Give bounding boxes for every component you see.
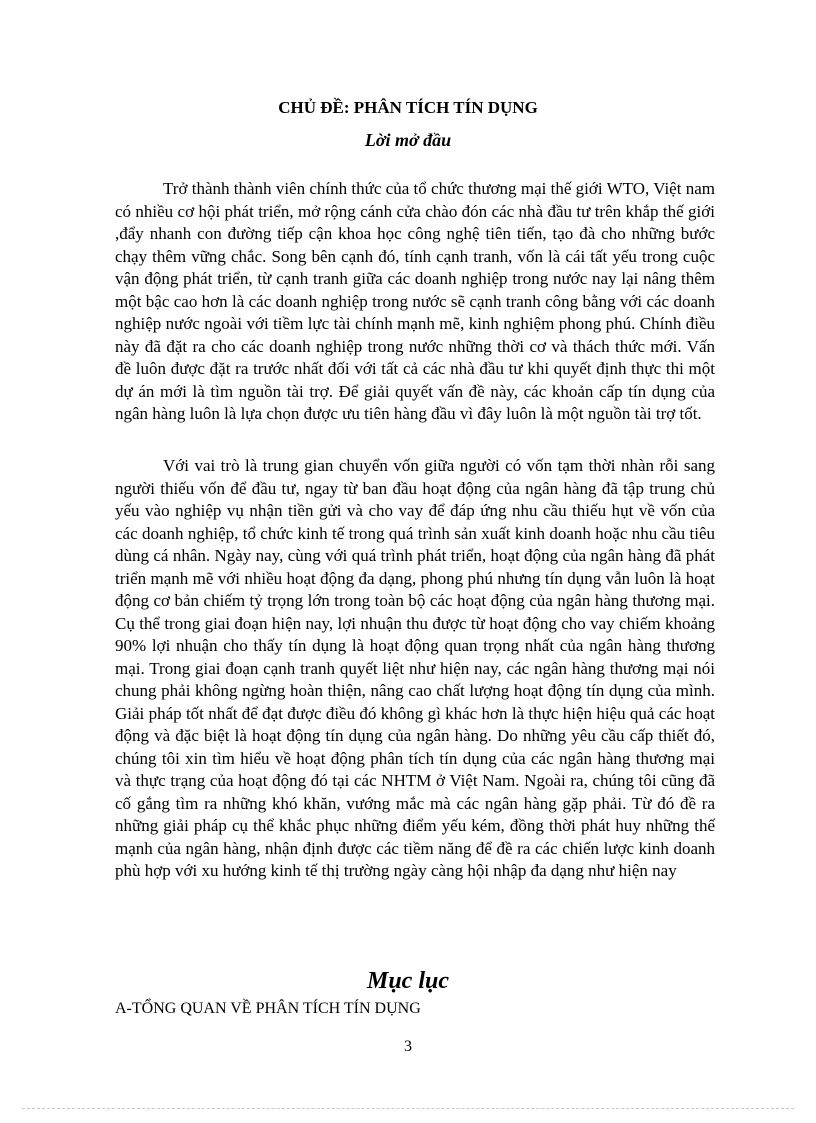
- toc-heading: Mục lục: [366, 968, 449, 994]
- page-number: 3: [404, 1038, 412, 1055]
- paragraph: Trở thành thành viên chính thức của tổ chức thương mại thế giới WTO, Việt nam có nhiều cơ hội phát triển, mở rộng cánh cửa chào đón các nhà đầu tư trên khắp thế giới ,đẩy nhanh con đường tiếp cận khoa học công nghệ tiên tiến, tạo đà cho những bước chạy thêm vững chắc. Song bên cạnh đó, tính cạnh tranh, vốn là cái tất yếu trong cuộc vận động phát triển, từ cạnh tranh giữa các doanh nghiệp trong nước nay lại nâng thêm một bậc cao hơn là các doanh nghiệp trong nước sẽ cạnh tranh công bằng với các doanh nghiệp nước ngoài với tiềm lực tài chính mạnh mẽ, kinh nghiệm phong phú. Chính điều này đã đặt ra cho các doanh nghiệp trong nước những thời cơ và thách thức mới. Vấn đề luôn được đặt ra trước nhất đối với tất cả các nhà đầu tư khi quyết định thực thi một dự án mới là tìm nguồn tài trợ. Để giải quyết vấn đề này, các khoản cấp tín dụng của ngân hàng luôn là lựa chọn được ưu tiên hàng đầu vì đây luôn là một nguồn tài trợ tốt.: [115, 179, 715, 423]
- section-heading-introduction: Lời mở đầu: [364, 130, 452, 150]
- document-title: CHỦ ĐỀ: PHÂN TÍCH TÍN DỤNG: [278, 98, 538, 117]
- toc-item: A-TỔNG QUAN VỀ PHÂN TÍCH TÍN DỤNG: [115, 1000, 421, 1017]
- paragraph: Với vai trò là trung gian chuyển vốn giữa người có vốn tạm thời nhàn rỗi sang người thiếu vốn để đầu tư, ngay từ ban đầu hoạt động của ngân hàng đã tập trung chủ yếu vào nghiệp vụ nhận tiền gửi và cho vay để đáp ứng nhu cầu thiếu hụt về vốn của các doanh nghiệp, tổ chức kinh tế trong quá trình sản xuất kinh doanh hoặc nhu cầu tiêu dùng cá nhân. Ngày nay, cùng với quá trình phát triển, hoạt động của ngân hàng đã phát triển mạnh mẽ với nhiều hoạt động đa dạng, phong phú nhưng tín dụng vẫn luôn là hoạt động cơ bản chiếm tỷ trọng lớn trong toàn bộ các hoạt động của ngân hàng thương mại. Cụ thể trong giai đoạn hiện nay, lợi nhuận thu được từ hoạt động cho vay chiếm khoảng 90% lợi nhuận cho thấy tín dụng là hoạt động quan trọng nhất của ngân hàng thương mại. Trong giai đoạn cạnh tranh quyết liệt như hiện nay, các ngân hàng thương mại nói chung phải không ngừng hoàn thiện, nâng cao chất lượng hoạt động tín dụng của mình. Giải pháp tốt nhất để đạt được điều đó không gì khác hơn là thực hiện hiệu quả các hoạt động và đặc biệt là hoạt động tín dụng của ngân hàng. Do những yêu cầu cấp thiết đó, chúng tôi xin tìm hiểu về hoạt động phân tích tín dụng của các ngân hàng thương mại và thực trạng của hoạt động đó tại các NHTM ở Việt Nam. Ngoài ra, chúng tôi cũng đã cố gắng tìm ra những khó khăn, vướng mắc mà các ngân hàng gặp phải. Từ đó đề ra những giải pháp cụ thể khắc phục những điểm yếu kém, đồng thời phát huy những thế mạnh của ngân hàng, nhận định được các tiềm năng để đề ra các chiến lược kinh doanh phù hợp với xu hướng kinh tế thị trường ngày càng hội nhập đa dạng như hiện nay: [115, 456, 715, 880]
- page-bottom-divider: [22, 1108, 794, 1109]
